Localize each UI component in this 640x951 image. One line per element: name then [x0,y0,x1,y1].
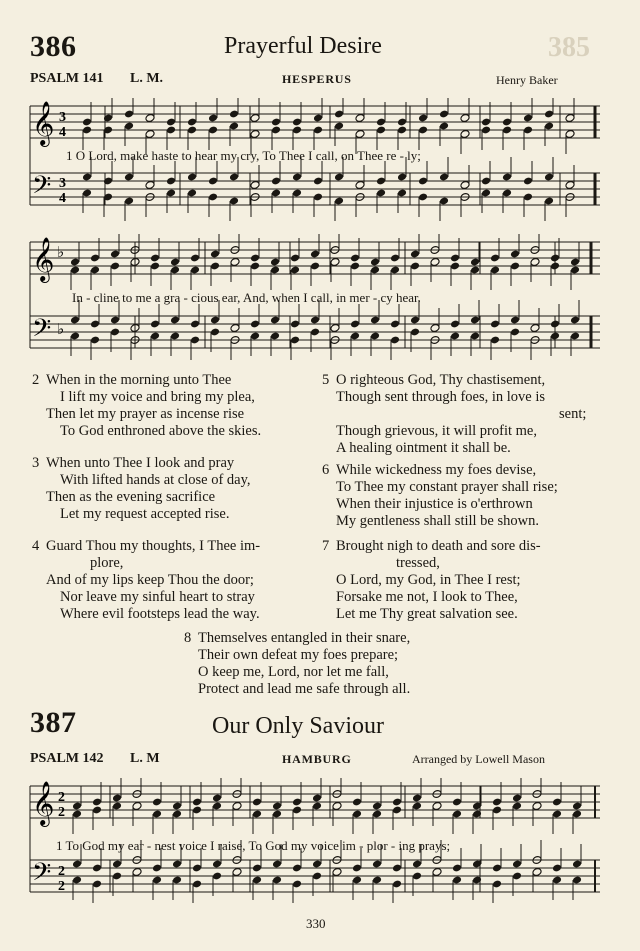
lyric-line: In - cline to me a gra - cious ear, And, when I call, in mer - cy hear. [72,290,421,305]
bleed-through-number: 385 [548,32,590,63]
composer: Arranged by Lowell Mason [412,752,545,766]
hymn-number: 387 [30,706,77,739]
stanza: 2 When in the morning unto Thee I lift my voice and bring my plea, Then let my prayer as incense rise To God enthroned above the skies. [32,372,262,439]
time-sig-top: 2 [58,790,65,805]
time-sig-top-bass: 2 [58,864,65,879]
lyric-line: 1 O Lord, make haste to hear my cry, To Thee I call, on Thee re - ly; [66,148,421,163]
psalm-reference: PSALM 141 [30,71,104,86]
psalm-reference: PSALM 142 [30,751,104,766]
stanza: 3 When unto Thee I look and pray With lifted hands at close of day, Then as the evening sacrifice Let my request accepted rise. [32,455,251,522]
treble-clef-icon: 𝄞 [32,103,55,145]
treble-clef-icon: 𝄞 [32,239,55,281]
stanza: 5 O righteous God, Thy chastisement, Though sent through foes, in love is sent; Though grievous, it will profit me, A healing ointment it shall be. [322,372,587,456]
bass-clef-icon: 𝄢 [32,172,52,205]
stanza: 4 Guard Thou my thoughts, I Thee im- plore, And of my lips keep Thou the door; Nor leave my sinful heart to stray Where evil footsteps lead the way. [32,538,261,622]
time-sig-bottom-bass: 4 [59,191,66,206]
meter: L. M [130,751,160,766]
key-flat-icon: ♭ [57,245,65,261]
lyric-line: 1 To God my ear - nest voice I raise, To God my voice im - plor - ing prays; [56,838,451,853]
time-sig-bottom: 4 [59,125,66,140]
treble-clef-icon: 𝄞 [32,783,55,825]
time-sig-top: 3 [59,110,66,125]
meter: L. M. [130,71,164,86]
composer: Henry Baker [496,73,558,87]
stanza: 6 While wickedness my foes devise, To Thee my constant prayer shall rise; When their injustice is o'erthrown My gentleness shall still be shown. [322,462,558,529]
tune-name: HAMBURG [282,752,352,766]
hymn-title: Our Only Saviour [212,713,384,739]
key-flat-icon: ♭ [57,322,65,338]
stanza: 7 Brought nigh to death and sore dis- tressed, O Lord, my God, in Thee I rest; Forsake me not, I look to Thee, Let me Thy great salvation see. [322,538,541,622]
stanza: 8 Themselves entangled in their snare, Their own defeat my foes prepare; O keep me, Lord, nor let me fall, Protect and lead me safe through all. [184,630,411,697]
bass-clef-icon: 𝄢 [32,859,52,892]
tune-name: HESPERUS [282,72,352,86]
hymn-number: 386 [30,30,77,63]
bass-clef-icon: 𝄢 [32,315,52,348]
hymn-title: Prayerful Desire [224,33,382,59]
time-sig-bottom-bass: 2 [58,879,65,894]
page-number: 330 [306,916,326,931]
time-sig-top-bass: 3 [59,176,66,191]
time-sig-bottom: 2 [58,805,65,820]
